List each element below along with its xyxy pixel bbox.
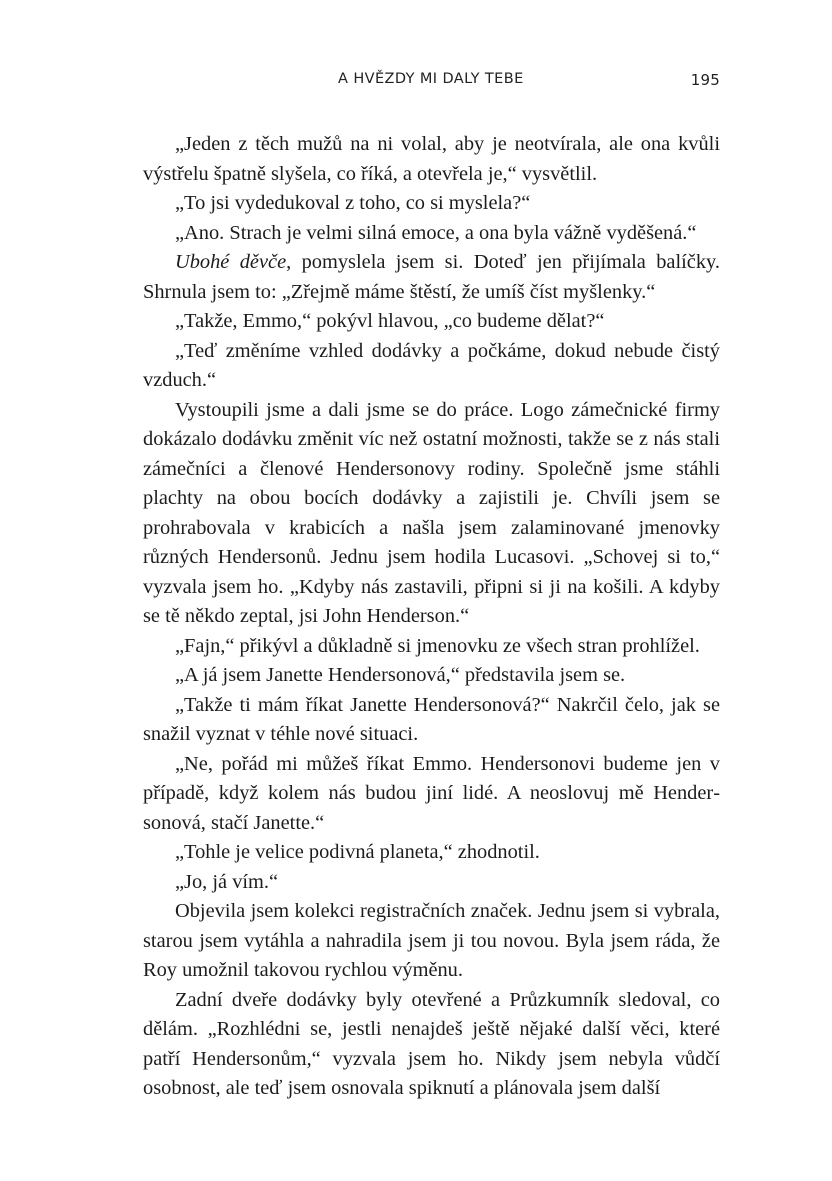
paragraph: Objevila jsem kolekci registračních značek. Jednu jsem si vybrala, starou jsem vytáhla a nahradila jsem ji tou novou. Byla jsem ráda, že Roy umožnil takovou rychlou výměnu. [143, 900, 720, 981]
book-title: A HVĚZDY MI DALY TEBE [338, 71, 524, 87]
italic-phrase: Ubohé děvče [175, 251, 287, 273]
paragraph: „Ano. Strach je velmi silná emoce, a ona byla vážně vyděšená.“ [175, 221, 697, 244]
paragraph: „Ne, pořád mi můžeš říkat Emmo. Hendersonovi budeme jen v případě, když kolem nás budou jiní lidé. A neoslovuj mě Hendersonová, stačí Janette.“ [143, 752, 720, 834]
paragraph [143, 248, 720, 307]
paragraph: Vystoupili jsme a dali jsme se do práce. Logo zámečnické firmy dokázalo dodávku změnit víc než ostatní možnosti, takže se z nás stali zámečníci a členové Hendersonovy rodiny. Společně jsme stáhli plachty na obou bocích dodávky a zajistili je. Chvíli jsem se prohrabovala v krabicích a našla jsem zalaminované jmenovky různých Hendersonů. Jednu jsem hodila Lucasovi. „Schovej si to,“ vyzvala jsem ho. „Kdyby nás zastavili, připni si ji na košili. A kdyby se tě někdo zeptal, jsi John Henderson.“ [143, 398, 720, 627]
paragraph: „Tohle je velice podivná planeta,“ zhodnotil. [175, 841, 540, 863]
paragraph: „A já jsem Janette Hendersonová,“ představila jsem se. [175, 664, 626, 686]
paragraph: „To jsi vydedukoval z toho, co si myslela?“ [175, 192, 531, 214]
paragraph: Zadní dveře dodávky byly otevřené a Průzkumník sledoval, co dělám. „Rozhlédni se, jestli nenajdeš ještě nějaké další věci, které patří Hendersonům,“ vyzvala jsem ho. Nikdy jsem nebyla vůdčí osobnost, ale teď jsem osnovala spiknutí a plánovala jsem další [143, 988, 720, 1099]
paragraph: „Fajn,“ přikývl a důkladně si jmenovku ze všech stran prohlížel. [175, 634, 700, 657]
paragraph: „Takže, Emmo,“ pokývl hlavou, „co budeme dělat?“ [175, 310, 605, 332]
page-number: 195 [690, 71, 720, 89]
paragraph: „Jo, já vím.“ [175, 870, 279, 893]
body-text [143, 130, 720, 1104]
paragraph-rest: , pomyslela jsem si. Doteď jen přijímala balíčky. Shrnula jsem to: „Zřejmě máme štěstí, že umíš číst myšlenky.“ [143, 251, 720, 303]
paragraph: „Takže ti mám říkat Janette Hendersonová?“ Nakrčil čelo, jak se snažil vyznat v téhle nové situaci. [143, 693, 720, 745]
running-header [143, 71, 720, 95]
paragraph: „Jeden z těch mužů na ni volal, aby je neotvírala, ale ona kvůli výstřelu špatně slyšela, co říká, a otevřela je,“ vysvětlil. [143, 133, 720, 185]
paragraph: „Teď změníme vzhled dodávky a počkáme, dokud nebude čistý vzduch.“ [143, 339, 720, 391]
